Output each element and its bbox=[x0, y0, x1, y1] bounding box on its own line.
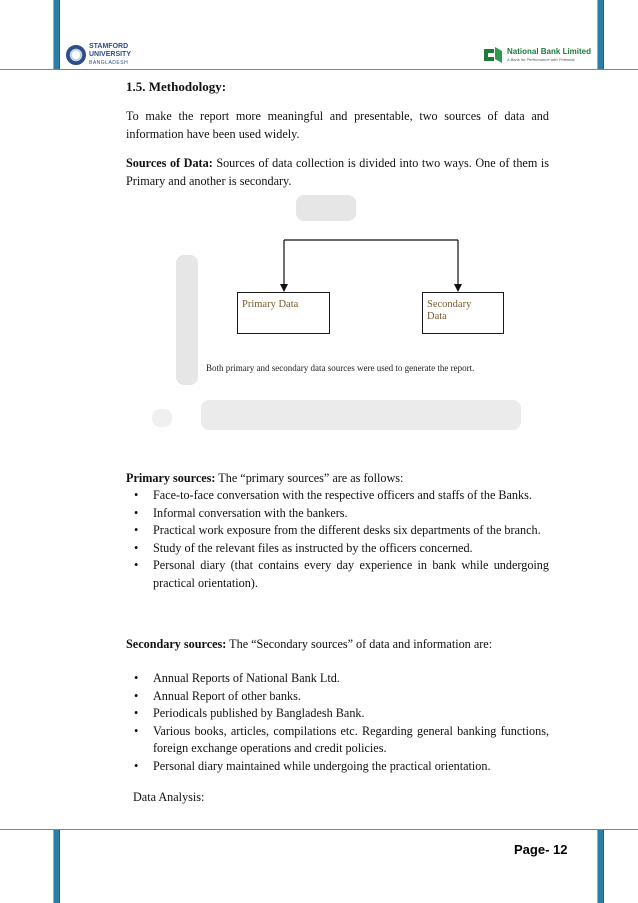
primary-sources-list bbox=[126, 487, 549, 592]
secondary-sources-list bbox=[126, 670, 549, 775]
primary-sources-intro bbox=[126, 470, 549, 488]
sources-of-data-text: Sources of data collection is divided into two ways. One of them is Primary and another is secondary. bbox=[126, 156, 549, 188]
stamford-university-logo bbox=[66, 43, 131, 67]
list-item-text: Personal diary (that contains every day experience in bank while undergoing practical orientation). bbox=[153, 558, 549, 590]
sources-of-data-paragraph bbox=[126, 155, 549, 190]
bullet: • bbox=[134, 488, 139, 502]
bullet: • bbox=[134, 688, 139, 703]
list-item bbox=[126, 723, 549, 758]
frame-bar-bottom-left bbox=[53, 830, 60, 903]
list-item-text: Personal diary maintained while undergoing the practical orientation. bbox=[153, 758, 491, 773]
primary-data-label: Primary Data bbox=[242, 299, 299, 310]
list-item-text: Periodicals published by Bangladesh Bank. bbox=[153, 706, 365, 720]
frame-bar-bottom-right bbox=[597, 830, 604, 903]
list-item-text: Informal conversation with the bankers. bbox=[153, 505, 348, 520]
bullet: • bbox=[134, 758, 139, 773]
university-seal-icon bbox=[66, 45, 86, 65]
page-number: Page- 12 bbox=[514, 842, 568, 857]
list-item-text: Annual Report of other banks. bbox=[153, 688, 301, 703]
secondary-data-label-line2: Data bbox=[427, 311, 447, 322]
header-rule bbox=[0, 69, 638, 70]
bullet: • bbox=[134, 706, 139, 720]
footer-rule bbox=[0, 829, 638, 830]
list-item bbox=[126, 557, 549, 592]
diagram-caption: Both primary and secondary data sources were used to generate the report. bbox=[206, 363, 475, 373]
primary-sources-label: Primary sources: bbox=[126, 471, 216, 485]
list-item bbox=[126, 522, 549, 540]
data-analysis-heading: Data Analysis: bbox=[133, 790, 205, 804]
bank-name: National Bank Limited bbox=[507, 47, 592, 56]
list-item bbox=[126, 505, 549, 523]
list-item-text: Study of the relevant files as instructed by the officers concerned. bbox=[153, 540, 473, 555]
national-bank-logo bbox=[482, 45, 591, 65]
bullet: • bbox=[134, 723, 139, 738]
bullet: • bbox=[134, 505, 139, 520]
secondary-sources-text: The “Secondary sources” of data and information are: bbox=[226, 637, 493, 651]
list-item-text: Face-to-face conversation with the respective officers and staffs of the Banks. bbox=[153, 488, 532, 502]
list-item bbox=[126, 705, 549, 723]
bullet: • bbox=[134, 558, 139, 572]
university-name-line2: UNIVERSITY bbox=[89, 51, 132, 58]
sources-of-data-label: Sources of Data: bbox=[126, 156, 213, 170]
section-heading: 1.5. Methodology: bbox=[126, 79, 227, 94]
frame-bar-top-left bbox=[53, 0, 60, 70]
data-sources-diagram bbox=[146, 195, 548, 457]
secondary-data-label-line1: Secondary bbox=[427, 299, 472, 310]
intro-paragraph: To make the report more meaningful and presentable, two sources of data and information have been used widely. bbox=[126, 109, 549, 141]
list-item bbox=[126, 670, 549, 688]
secondary-data-box bbox=[422, 292, 504, 334]
bank-emblem-icon bbox=[482, 45, 504, 65]
list-item bbox=[126, 758, 549, 776]
university-name-line1: STAMFORD bbox=[89, 43, 129, 50]
list-item bbox=[126, 487, 549, 505]
primary-data-box bbox=[237, 292, 330, 334]
bank-tagline: A Bank for Performance with Potential bbox=[507, 57, 575, 62]
list-item-text: Annual Reports of National Bank Ltd. bbox=[153, 671, 340, 685]
list-item-text: Various books, articles, compilations etc. Regarding general banking functions, foreign exchange operations and credit policies. bbox=[153, 723, 549, 755]
list-item-text: Practical work exposure from the different desks six departments of the branch. bbox=[153, 523, 541, 537]
bullet: • bbox=[134, 540, 139, 555]
secondary-sources-intro bbox=[126, 636, 549, 654]
bullet: • bbox=[134, 523, 139, 537]
bullet: • bbox=[134, 671, 139, 685]
primary-sources-text: The “primary sources” are as follows: bbox=[215, 471, 404, 485]
list-item bbox=[126, 540, 549, 558]
frame-bar-top-right bbox=[597, 0, 604, 70]
university-name-line3: BANGLADESH bbox=[89, 60, 129, 66]
secondary-sources-label: Secondary sources: bbox=[126, 637, 227, 651]
list-item bbox=[126, 688, 549, 706]
